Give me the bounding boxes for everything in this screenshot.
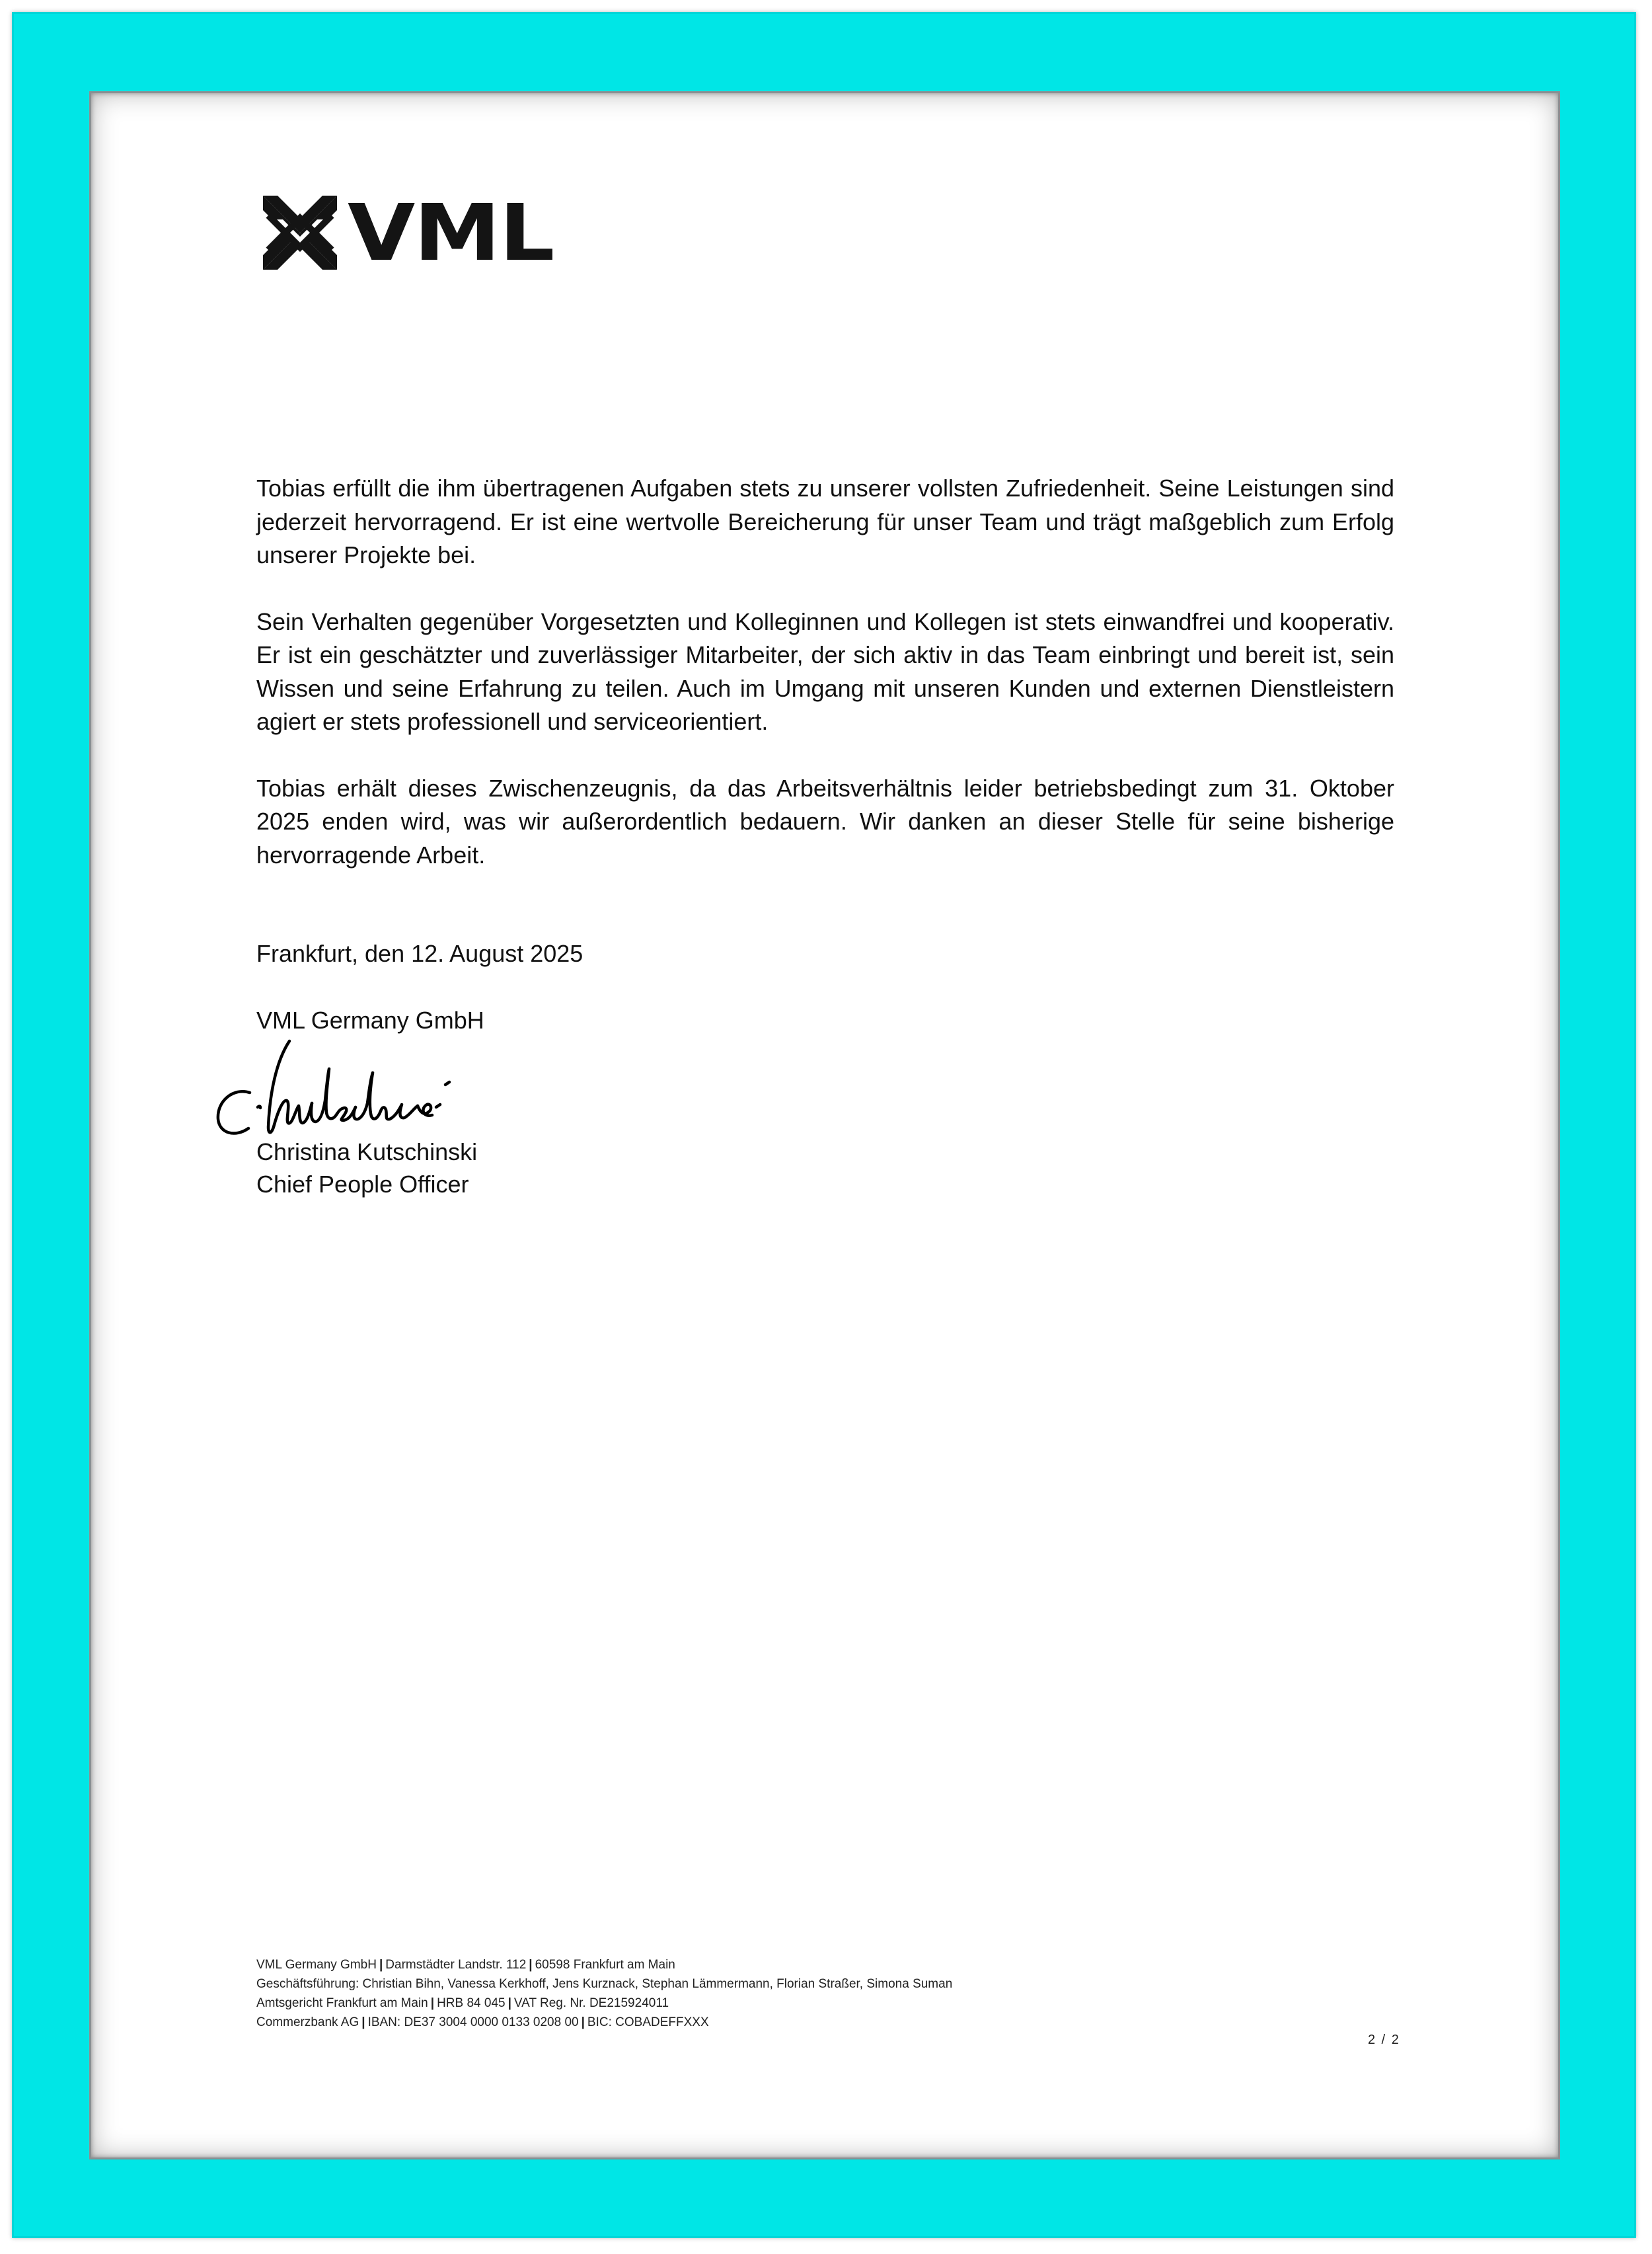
footer-vat: VAT Reg. Nr. DE215924011 [513, 1996, 669, 2010]
signer-name: Christina Kutschinski [256, 1138, 478, 1165]
letter-footer [256, 1955, 952, 2032]
logo-wordmark: VML [348, 187, 554, 278]
page-number: 2 / 2 [1368, 2033, 1400, 2047]
footer-registry-line: Amtsgericht Frankfurt am Main | HRB 84 045 | VAT Reg. Nr. DE215924011 [256, 1996, 669, 2010]
paragraph-termination: Tobias erhält dieses Zwischenzeugnis, da das Arbeitsverhältnis leider betriebsbedingt zum 31. Oktober 2025 enden wird, was wir außerordentlich bedauern. Wir danken an dieser Stelle für seine bisherige hervorragende Arbeit. [256, 774, 1394, 869]
footer-address-line: VML Germany GmbH | Darmstädter Landstr. 112 | 60598 Frankfurt am Main [256, 1958, 675, 1972]
footer-hrb: HRB 84 045 [437, 1996, 506, 2010]
paragraph-conduct: Sein Verhalten gegenüber Vorgesetzten und Kolleginnen und Kollegen ist stets einwandfrei und kooperativ. Er ist ein geschätzter und zuverlässiger Mitarbeiter, der sich aktiv in das Team einbringt und bereit ist, sein Wissen und seine Erfahrung zu teilen. Auch im Umgang mit unseren Kunden und externen Dienstleistern agiert er stets professionell und serviceorientiert. [256, 607, 1394, 735]
footer-street: Darmstädter Landstr. 112 [385, 1958, 527, 1972]
company-logo [263, 187, 554, 278]
footer-iban: IBAN: DE37 3004 0000 0133 0208 00 [367, 2015, 579, 2029]
letter-body [256, 472, 1394, 905]
place-date: Frankfurt, den 12. August 2025 [256, 940, 583, 967]
signer-block [256, 1136, 477, 1200]
footer-bank-line: Commerzbank AG | IBAN: DE37 3004 0000 0133 0208 00 | BIC: COBADEFFXXX [256, 2015, 709, 2029]
footer-bic: BIC: COBADEFFXXX [587, 2015, 709, 2029]
footer-company: VML Germany GmbH [256, 1958, 377, 1972]
footer-court: Amtsgericht Frankfurt am Main [256, 1996, 428, 2010]
footer-bank: Commerzbank AG [256, 2015, 359, 2029]
footer-management: Geschäftsführung: Christian Bihn, Vanessa Kerkhoff, Jens Kurznack, Stephan Lämmermann, Florian Straßer, Simona Suman [256, 1977, 953, 1991]
signer-title: Chief People Officer [256, 1171, 469, 1198]
paragraph-performance: Tobias erfüllt die ihm übertragenen Aufgaben stets zu unserer vollsten Zufriedenheit. Seine Leistungen sind jederzeit hervorragend. Er ist eine wertvolle Bereicherung für unser Team und trägt maßgeblich zum Erfolg unserer Projekte bei. [256, 475, 1394, 568]
company-name: VML Germany GmbH [256, 1007, 484, 1034]
footer-city: 60598 Frankfurt am Main [535, 1958, 675, 1972]
vml-logo-icon [263, 196, 337, 270]
